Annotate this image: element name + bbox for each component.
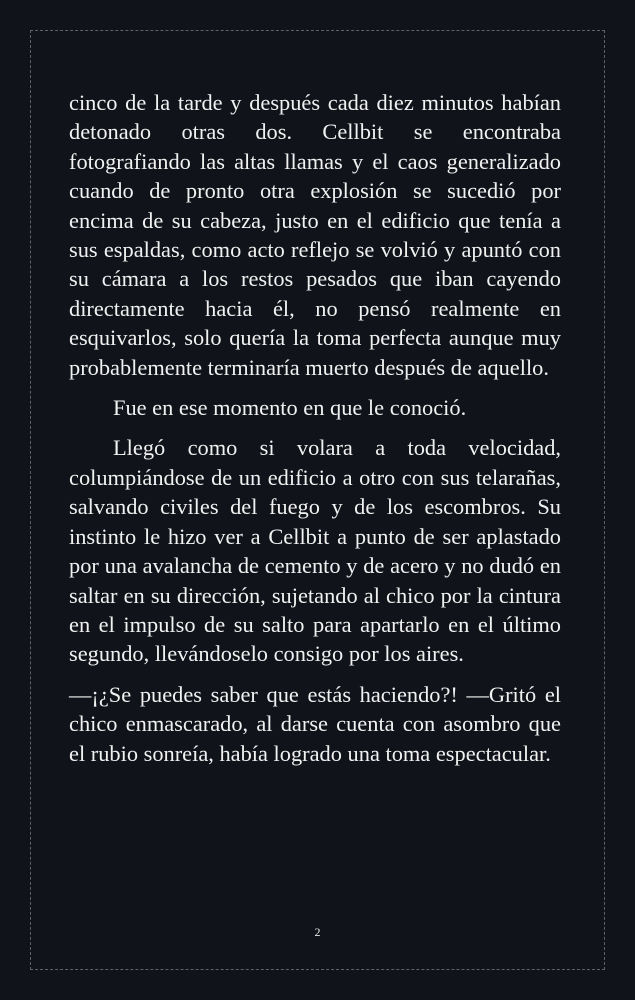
paragraph: Fue en ese momento en que le conoció.	[113, 395, 467, 421]
paragraph: Llegó como si volara a toda velocidad, columpiándose de un edificio a otro con sus telarañas, salvando civiles del fuego y de los escombros. Su instinto le hizo ver a Cellbit a punto de ser aplastado por una avalancha de cemento y de acero y no dudó en saltar en su dirección, sujetando al chico por la cintura en el impulso de su salto para apartarlo en el último segundo, llevándoselo consigo por los aires.	[69, 435, 561, 667]
page-number: 2	[314, 925, 321, 939]
paragraph-continuation: cinco de la tarde y después cada diez minutos habían detonado otras dos. Cellbit se encontraba fotografiando las altas llamas y el caos generalizado cuando de pronto otra explosión se sucedió por encima de su cabeza, justo en el edificio que tenía a sus espaldas, como acto reflejo se volvió y apuntó con su cámara a los restos pesados que iban cayendo directamente hacia él, no pensó realmente en esquivarlos, solo quería la toma perfecta aunque muy probablemente terminaría muerto después de aquello.	[69, 90, 561, 380]
page-body-text	[69, 88, 561, 779]
dialogue-paragraph: —¡¿Se puedes saber que estás haciendo?! —Gritó el chico enmascarado, al darse cuenta con asombro que el rubio sonreía, había logrado una toma espectacular.	[69, 681, 561, 766]
